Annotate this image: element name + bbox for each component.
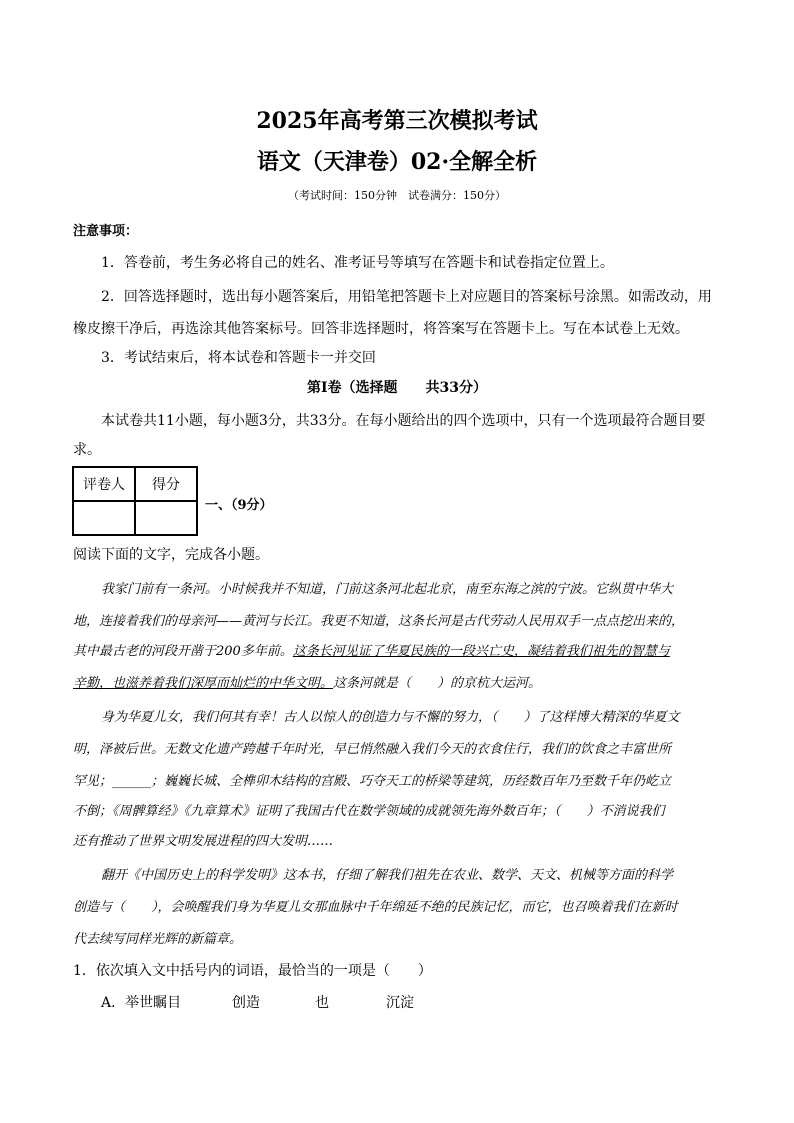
passage-line: 我家门前有一条河。小时候我并不知道，门前这条河北起北京，南至东海之滨的宁波。它纵贯中华大 [101, 582, 674, 597]
option-a-word-3: 也 [315, 995, 329, 1011]
passage-line: 罕见；______；巍巍长城、全榫卯木结构的宫殿、巧夺天工的桥梁等建筑，历经数百年乃至数千年仍屹立 [73, 774, 672, 789]
score-table-score-cell[interactable] [135, 501, 197, 535]
reading-instruction: 阅读下面的文字，完成各小题。 [73, 547, 269, 563]
notice-item-3: 3．考试结束后，将本试卷和答题卡一并交回 [101, 350, 376, 366]
option-a-word-4: 沉淀 [386, 995, 414, 1011]
passage-line: 创造与（ ），会唤醒我们身为华夏儿女那血脉中千年绵延不绝的民族记忆，而它，也召唤着我们在新时 [73, 900, 678, 915]
passage-line [73, 640, 670, 659]
passage-line: 明，泽被后世。无数文化遗产跨越千年时光，早已悄然融入我们今天的衣食住行，我们的饮食之丰富世所 [73, 742, 672, 757]
exam-title: 2025年高考第三次模拟考试 [256, 108, 538, 134]
passage-line [73, 672, 541, 691]
option-a-word-1: A．举世瞩目 [101, 995, 182, 1011]
part-label: 一、（9分） [205, 498, 273, 513]
score-table [72, 466, 198, 536]
notice-heading: 注意事项： [73, 224, 139, 239]
section-title: 第Ⅰ卷（选择题 共33分） [306, 380, 488, 396]
passage-line: 身为华夏儿女，我们何其有幸！古人以惊人的创造力与不懈的努力，（ ）了这样博大精深的华夏文 [101, 710, 680, 725]
notice-item-2-cont: 橡皮擦干净后，再选涂其他答案标号。回答非选择题时，将答案写在答题卡上。写在本试卷上无效。 [73, 321, 689, 337]
section-intro: 本试卷共11小题，每小题3分，共33分。在每小题给出的四个选项中，只有一个选项最符合题目要 [101, 413, 706, 429]
passage-line: 代去续写同样光辉的新篇章。 [73, 932, 243, 947]
passage-line: 不倒；《周髀算经》《九章算术》证明了我国古代在数学领域的成就领先海外数百年；（ ）不消说我们 [73, 804, 665, 819]
passage-line: 地，连接着我们的母亲河——黄河与长江。我更不知道，这条长河是古代劳动人民用双手一点点挖出来的， [73, 614, 685, 629]
notice-item-2: 2．回答选择题时，选出每小题答案后，用铅笔把答题卡上对应题目的答案标号涂黑。如需改动，用 [101, 289, 712, 305]
option-a-word-2: 创造 [232, 995, 260, 1011]
notice-item-1: 1．答卷前，考生务必将自己的姓名、准考证号等填写在答题卡和试卷指定位置上。 [101, 255, 614, 271]
score-table-header-grader: 评卷人 [73, 467, 135, 501]
section-intro-cont: 求。 [73, 442, 101, 458]
option-a[interactable] [101, 992, 414, 1012]
question-stem: 1．依次填入文中括号内的词语，最恰当的一项是（ ） [73, 963, 432, 979]
underlined-sentence: 这条长河见证了华夏民族的一段兴亡史，凝结着我们祖先的智慧与 [292, 644, 670, 659]
score-table-header-score: 得分 [135, 467, 197, 501]
passage-text: 这条河就是（ ）的京杭大运河。 [333, 676, 542, 691]
exam-info: （考试时间：150分钟 试卷满分：150分） [288, 189, 506, 202]
exam-subtitle: 语文（天津卷）02·全解全析 [256, 149, 538, 175]
passage-text: 其中最古老的河段开凿于200多年前。 [73, 644, 293, 659]
underlined-sentence: 辛勤，也滋养着我们深厚而灿烂的中华文明。 [73, 676, 334, 691]
passage-line: 翻开《中国历史上的科学发明》这本书，仔细了解我们祖先在农业、数学、天文、机械等方面的科学 [101, 868, 674, 883]
score-table-grader-cell[interactable] [73, 501, 135, 535]
passage-line: 还有推动了世界文明发展进程的四大发明…… [73, 834, 334, 849]
